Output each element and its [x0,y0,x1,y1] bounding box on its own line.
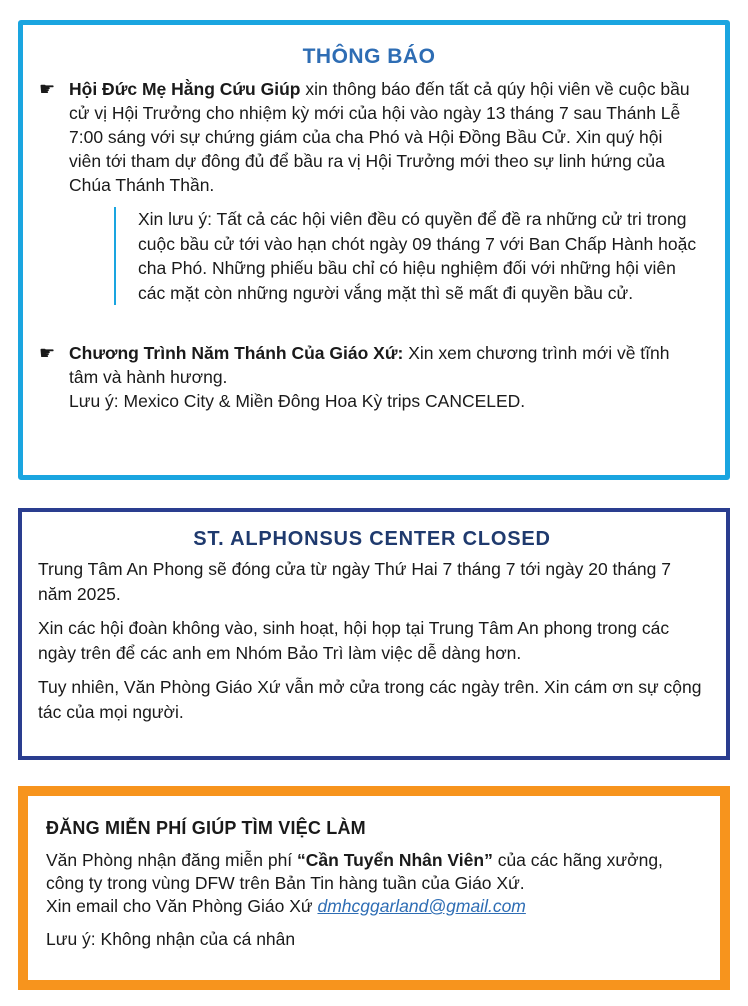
center-closed-paragraph: Xin các hội đoàn không vào, sinh hoạt, hội họp tại Trung Tâm An phong trong các ngày trên để các anh em Nhóm Bảo Trì làm việc dễ dàng hơn. [38,618,670,663]
notice-box [18,20,730,480]
pointing-hand-icon: ☛ [39,79,56,99]
job-posting-note: Lưu ý: Không nhận của cá nhân [46,929,296,949]
job-posting-highlight: “Cần Tuyển Nhân Viên” [297,850,493,870]
center-closed-box [18,508,730,760]
center-closed-paragraph: Tuy nhiên, Văn Phòng Giáo Xứ vẫn mở cửa trong các ngày trên. Xin cám ơn sự cộng tác của mọi người. [38,677,702,722]
job-posting-text: Văn Phòng nhận đăng miễn phí “Cần Tuyển Nhân Viên” của các hãng xưởng, công ty trong vùng DFW trên Bản Tin hàng tuần của Giáo Xứ. Xin email cho Văn Phòng Giáo Xứ dmhcggarland@gmail.com [46,850,663,916]
pointing-hand-icon: ☛ [39,343,56,363]
center-closed-title: ST. ALPHONSUS CENTER CLOSED [193,528,551,550]
notice-item-jubilee-text: Xin xem chương trình mới về tĩnh tâm và hành hương. [69,343,670,387]
notice-title: THÔNG BÁO [302,45,436,68]
center-closed-paragraph: Trung Tâm An Phong sẽ đóng cửa từ ngày Thứ Hai 7 tháng 7 tới ngày 20 tháng 7 năm 2025. [38,559,671,604]
job-posting-box [18,786,730,990]
notice-item-jubilee-note: Lưu ý: Mexico City & Miền Đông Hoa Kỳ trips CANCELED. [69,391,526,411]
notice-item-election [39,77,699,197]
job-posting-title: ĐĂNG MIỄN PHÍ GIÚP TÌM VIỆC LÀM [46,818,366,838]
notice-item-election-note: Xin lưu ý: Tất cả các hội viên đều có quyền để đề ra những cử tri trong cuộc bầu cử tới vào hạn chót ngày 09 tháng 7 với Ban Chấp Hành hoặc cha Phó. Những phiếu bầu chỉ có hiệu nghiệm đối với những hội viên các mặt còn những người vắng mặt thì sẽ mất đi quyền bầu cử. [114,207,699,305]
notice-item-election-title: Hội Đức Mẹ Hằng Cứu Giúp [69,79,301,99]
notice-item-jubilee [39,341,699,413]
notice-item-jubilee-title: Chương Trình Năm Thánh Của Giáo Xứ: [69,343,404,363]
notice-item-election-text: xin thông báo đến tất cả qúy hội viên về cuộc bầu cử vị Hội Trưởng cho nhiệm kỳ mới của hội vào ngày 13 tháng 7 sau Thánh Lễ 7:00 sáng với sự chứng giám của cha Phó và Hội Đồng Bầu Cử. Xin quý hội viên tới tham dự đông đủ để bầu ra vị Hội Trưởng mới theo sự linh hứng của Chúa Thánh Thần. [69,79,690,195]
email-link[interactable]: dmhcggarland@gmail.com [317,896,526,916]
